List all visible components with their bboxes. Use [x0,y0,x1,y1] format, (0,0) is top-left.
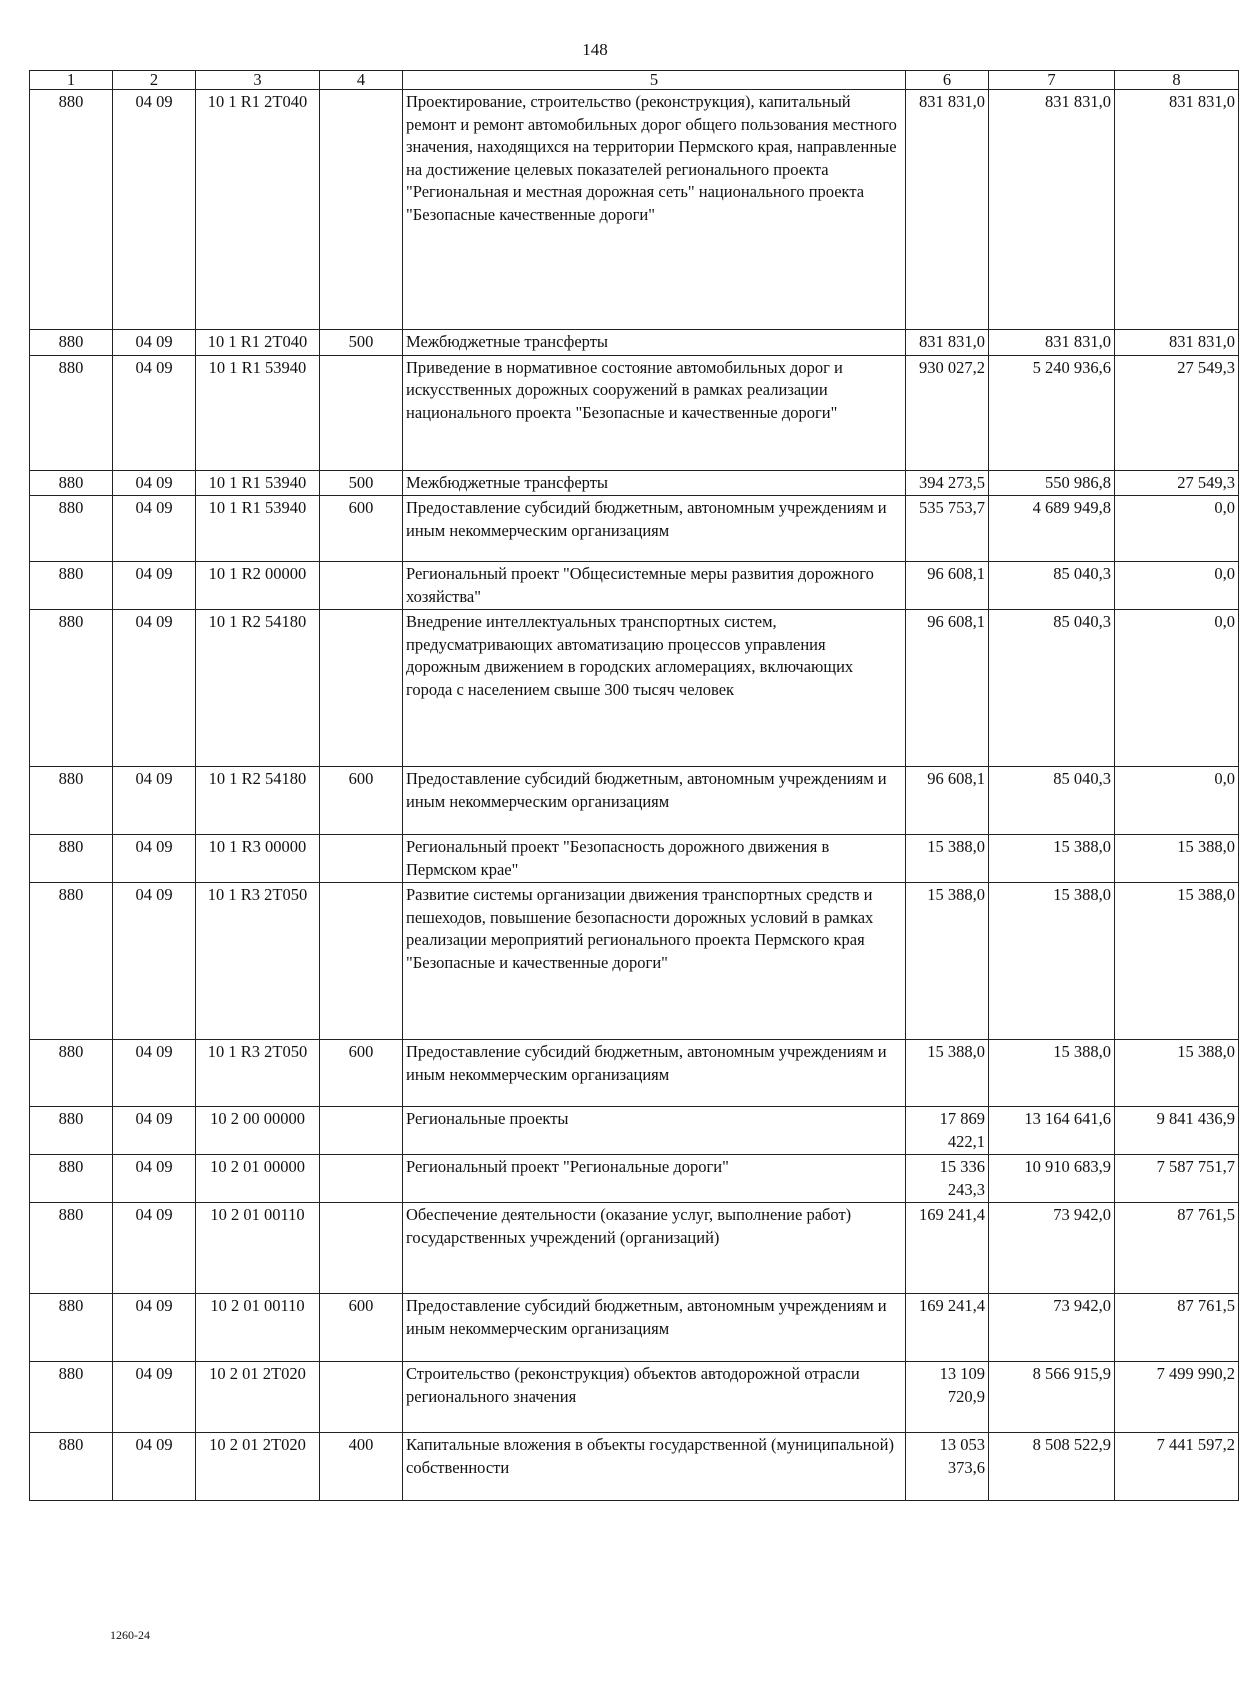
column-number-1: 1 [30,71,113,90]
ministry-code-cell: 880 [30,883,113,1040]
expense-type-cell [320,835,403,883]
amount-col6-cell: 15 336 243,3 [906,1155,989,1203]
section-code-cell: 04 09 [113,90,196,330]
amount-col7-cell: 73 942,0 [989,1294,1115,1362]
amount-col6-cell: 930 027,2 [906,355,989,470]
amount-col7-cell: 85 040,3 [989,562,1115,610]
section-code-cell: 04 09 [113,1155,196,1203]
item-name-cell: Предоставление субсидий бюджетным, автономным учреждениям и иным некоммерческим организациям [403,1294,906,1362]
section-code-cell: 04 09 [113,1107,196,1155]
amount-col8-cell: 7 441 597,2 [1115,1433,1239,1501]
table-row [30,1362,1239,1433]
column-number-5: 5 [403,71,906,90]
table-row [30,1155,1239,1203]
target-article-cell: 10 2 00 00000 [196,1107,320,1155]
amount-col6-cell: 96 608,1 [906,610,989,767]
expense-type-cell: 500 [320,470,403,496]
amount-col6-cell: 831 831,0 [906,330,989,356]
target-article-cell: 10 2 01 00110 [196,1294,320,1362]
table-row [30,330,1239,356]
ministry-code-cell: 880 [30,767,113,835]
amount-col8-cell: 27 549,3 [1115,355,1239,470]
amount-col8-cell: 7 587 751,7 [1115,1155,1239,1203]
section-code-cell: 04 09 [113,1040,196,1107]
amount-col6-cell: 13 109 720,9 [906,1362,989,1433]
target-article-cell: 10 1 R1 53940 [196,470,320,496]
table-row [30,90,1239,330]
table-row [30,1203,1239,1294]
item-name-cell: Обеспечение деятельности (оказание услуг, выполнение работ) государственных учреждений (организаций) [403,1203,906,1294]
amount-col8-cell: 0,0 [1115,496,1239,562]
table-row [30,767,1239,835]
amount-col7-cell: 13 164 641,6 [989,1107,1115,1155]
target-article-cell: 10 1 R2 54180 [196,767,320,835]
target-article-cell: 10 1 R2 54180 [196,610,320,767]
amount-col7-cell: 73 942,0 [989,1203,1115,1294]
target-article-cell: 10 1 R2 00000 [196,562,320,610]
item-name-cell: Межбюджетные трансферты [403,470,906,496]
budget-table [29,70,1239,1501]
section-code-cell: 04 09 [113,883,196,1040]
amount-col7-cell: 8 508 522,9 [989,1433,1115,1501]
table-row [30,1433,1239,1501]
section-code-cell: 04 09 [113,496,196,562]
amount-col7-cell: 15 388,0 [989,883,1115,1040]
target-article-cell: 10 2 01 2T020 [196,1362,320,1433]
target-article-cell: 10 1 R1 53940 [196,355,320,470]
amount-col8-cell: 87 761,5 [1115,1294,1239,1362]
table-row [30,883,1239,1040]
item-name-cell: Межбюджетные трансферты [403,330,906,356]
expense-type-cell [320,1107,403,1155]
target-article-cell: 10 1 R3 2T050 [196,1040,320,1107]
section-code-cell: 04 09 [113,1203,196,1294]
ministry-code-cell: 880 [30,1155,113,1203]
table-row [30,470,1239,496]
amount-col8-cell: 0,0 [1115,562,1239,610]
item-name-cell: Внедрение интеллектуальных транспортных систем, предусматривающих автоматизацию процессов управления дорожным движением в городских агломерациях, включающих города с населением свыше 300 тысяч человек [403,610,906,767]
amount-col6-cell: 394 273,5 [906,470,989,496]
amount-col7-cell: 8 566 915,9 [989,1362,1115,1433]
section-code-cell: 04 09 [113,562,196,610]
section-code-cell: 04 09 [113,835,196,883]
section-code-cell: 04 09 [113,1433,196,1501]
amount-col8-cell: 15 388,0 [1115,883,1239,1040]
table-row [30,562,1239,610]
target-article-cell: 10 2 01 2T020 [196,1433,320,1501]
amount-col6-cell: 96 608,1 [906,767,989,835]
ministry-code-cell: 880 [30,610,113,767]
ministry-code-cell: 880 [30,1294,113,1362]
amount-col7-cell: 5 240 936,6 [989,355,1115,470]
section-code-cell: 04 09 [113,330,196,356]
amount-col7-cell: 85 040,3 [989,610,1115,767]
amount-col8-cell: 7 499 990,2 [1115,1362,1239,1433]
amount-col6-cell: 535 753,7 [906,496,989,562]
amount-col6-cell: 96 608,1 [906,562,989,610]
section-code-cell: 04 09 [113,470,196,496]
amount-col6-cell: 831 831,0 [906,90,989,330]
amount-col7-cell: 4 689 949,8 [989,496,1115,562]
ministry-code-cell: 880 [30,1433,113,1501]
expense-type-cell: 400 [320,1433,403,1501]
amount-col6-cell: 169 241,4 [906,1294,989,1362]
column-number-4: 4 [320,71,403,90]
item-name-cell: Региональный проект "Общесистемные меры развития дорожного хозяйства" [403,562,906,610]
amount-col8-cell: 9 841 436,9 [1115,1107,1239,1155]
expense-type-cell: 600 [320,1294,403,1362]
item-name-cell: Региональный проект "Региональные дороги" [403,1155,906,1203]
expense-type-cell [320,562,403,610]
expense-type-cell [320,883,403,1040]
amount-col6-cell: 15 388,0 [906,835,989,883]
column-number-8: 8 [1115,71,1239,90]
expense-type-cell: 600 [320,496,403,562]
table-row [30,610,1239,767]
ministry-code-cell: 880 [30,1203,113,1294]
table-row [30,835,1239,883]
amount-col8-cell: 15 388,0 [1115,835,1239,883]
amount-col8-cell: 831 831,0 [1115,330,1239,356]
amount-col8-cell: 15 388,0 [1115,1040,1239,1107]
target-article-cell: 10 1 R3 2T050 [196,883,320,1040]
item-name-cell: Строительство (реконструкция) объектов автодорожной отрасли регионального значения [403,1362,906,1433]
target-article-cell: 10 2 01 00000 [196,1155,320,1203]
section-code-cell: 04 09 [113,610,196,767]
footer-document-code: 1260-24 [110,1628,150,1642]
ministry-code-cell: 880 [30,562,113,610]
amount-col7-cell: 831 831,0 [989,90,1115,330]
amount-col6-cell: 17 869 422,1 [906,1107,989,1155]
target-article-cell: 10 1 R1 53940 [196,496,320,562]
item-name-cell: Приведение в нормативное состояние автомобильных дорог и искусственных дорожных сооружений в рамках реализации национального проекта "Безопасные и качественные дороги" [403,355,906,470]
column-number-7: 7 [989,71,1115,90]
expense-type-cell [320,1155,403,1203]
item-name-cell: Региональные проекты [403,1107,906,1155]
target-article-cell: 10 1 R3 00000 [196,835,320,883]
amount-col8-cell: 27 549,3 [1115,470,1239,496]
item-name-cell: Проектирование, строительство (реконструкция), капитальный ремонт и ремонт автомобильных дорог общего пользования местного значения, находящихся на территории Пермского края, направленные на достижение целевых показателей регионального проекта "Региональная и местная дорожная сеть" национального проекта "Безопасные качественные дороги" [403,90,906,330]
table-row [30,355,1239,470]
ministry-code-cell: 880 [30,470,113,496]
item-name-cell: Предоставление субсидий бюджетным, автономным учреждениям и иным некоммерческим организациям [403,496,906,562]
expense-type-cell [320,90,403,330]
amount-col8-cell: 831 831,0 [1115,90,1239,330]
item-name-cell: Предоставление субсидий бюджетным, автономным учреждениям и иным некоммерческим организациям [403,767,906,835]
amount-col6-cell: 15 388,0 [906,883,989,1040]
expense-type-cell [320,355,403,470]
expense-type-cell [320,1203,403,1294]
amount-col7-cell: 15 388,0 [989,835,1115,883]
table-row [30,1040,1239,1107]
ministry-code-cell: 880 [30,1362,113,1433]
section-code-cell: 04 09 [113,767,196,835]
section-code-cell: 04 09 [113,1362,196,1433]
ministry-code-cell: 880 [30,835,113,883]
table-row [30,1294,1239,1362]
ministry-code-cell: 880 [30,90,113,330]
expense-type-cell: 500 [320,330,403,356]
amount-col7-cell: 15 388,0 [989,1040,1115,1107]
amount-col7-cell: 831 831,0 [989,330,1115,356]
item-name-cell: Развитие системы организации движения транспортных средств и пешеходов, повышение безопасности дорожных условий в рамках реализации мероприятий регионального проекта Пермского края "Безопасные и качественные дороги" [403,883,906,1040]
amount-col7-cell: 85 040,3 [989,767,1115,835]
amount-col6-cell: 13 053 373,6 [906,1433,989,1501]
expense-type-cell [320,610,403,767]
amount-col7-cell: 10 910 683,9 [989,1155,1115,1203]
ministry-code-cell: 880 [30,1040,113,1107]
amount-col7-cell: 550 986,8 [989,470,1115,496]
target-article-cell: 10 1 R1 2T040 [196,330,320,356]
item-name-cell: Капитальные вложения в объекты государственной (муниципальной) собственности [403,1433,906,1501]
section-code-cell: 04 09 [113,1294,196,1362]
amount-col8-cell: 0,0 [1115,767,1239,835]
amount-col6-cell: 169 241,4 [906,1203,989,1294]
amount-col8-cell: 0,0 [1115,610,1239,767]
amount-col8-cell: 87 761,5 [1115,1203,1239,1294]
column-number-6: 6 [906,71,989,90]
item-name-cell: Предоставление субсидий бюджетным, автономным учреждениям и иным некоммерческим организациям [403,1040,906,1107]
expense-type-cell: 600 [320,767,403,835]
target-article-cell: 10 2 01 00110 [196,1203,320,1294]
column-number-row [30,71,1239,90]
ministry-code-cell: 880 [30,330,113,356]
column-number-3: 3 [196,71,320,90]
item-name-cell: Региональный проект "Безопасность дорожного движения в Пермском крае" [403,835,906,883]
ministry-code-cell: 880 [30,355,113,470]
expense-type-cell [320,1362,403,1433]
page-number: 148 [582,40,608,59]
column-number-2: 2 [113,71,196,90]
ministry-code-cell: 880 [30,496,113,562]
amount-col6-cell: 15 388,0 [906,1040,989,1107]
expense-type-cell: 600 [320,1040,403,1107]
ministry-code-cell: 880 [30,1107,113,1155]
target-article-cell: 10 1 R1 2T040 [196,90,320,330]
table-row [30,1107,1239,1155]
table-row [30,496,1239,562]
section-code-cell: 04 09 [113,355,196,470]
